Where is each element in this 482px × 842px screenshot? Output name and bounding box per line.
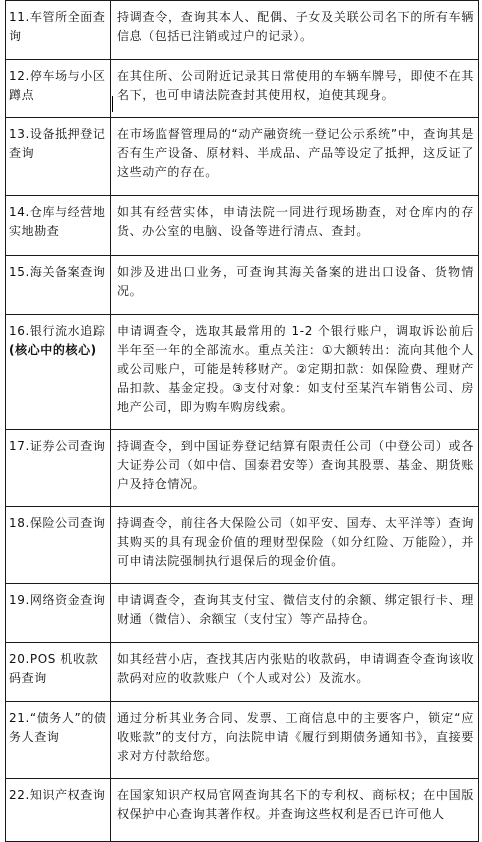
item-description: 申请调查令，查询其支付宝、微信支付的余额、绑定银行卡、理财通（微信）、余额宝（支付宝）等产品持仓。 <box>111 584 479 643</box>
item-description: 持调查令，查询其本人、配偶、子女及关联公司名下的所有车辆信息（包括已注销或过户的记录）。 <box>111 1 479 60</box>
item-description: 如涉及进出口业务，可查询其海关备案的进出口设备、货物情况。 <box>111 256 479 315</box>
item-title: 19.网络资金查询 <box>6 584 111 643</box>
item-title: 21.“债务人”的债务人查询 <box>6 702 111 779</box>
item-title-emphasis: (核心中的核心) <box>9 343 97 357</box>
item-description: 在其住所、公司附近记录其日常使用的车辆车牌号，即使不在其名下，也可申请法院查封其使用权，迫使其现身。 <box>111 60 479 118</box>
item-title: 18.保险公司查询 <box>6 507 111 584</box>
table-row <box>6 60 479 118</box>
item-description: 如其经营小店，查找其店内张贴的收款码，申请调查令查询该收款码对应的收款账户（个人或对公）及流水。 <box>111 643 479 702</box>
text-cursor <box>112 96 113 112</box>
item-title: 22.知识产权查询 <box>6 779 111 842</box>
item-description: 申请调查令，选取其最常用的 1-2 个银行账户，调取诉讼前后半年至一年的全部流水。重点关注：①大额转出：流向其他个人或公司账户，可能是转移财产。②定期扣款：如保险费、理财产品扣款、基金定投。③支付对象：如支付至某汽车销售公司、房地产公司，即为购车购房线索。 <box>111 315 479 430</box>
item-title: 12.停车场与小区蹲点 <box>6 60 111 118</box>
item-title <box>6 315 111 430</box>
table-row <box>6 643 479 702</box>
item-title: 11.车管所全面查询 <box>6 1 111 60</box>
table-row <box>6 430 479 507</box>
table-row <box>6 702 479 779</box>
item-title: 15.海关备案查询 <box>6 256 111 315</box>
item-description: 在市场监督管理局的“动产融资统一登记公示系统”中，查询其是否有生产设备、原材料、半成品、产品等设定了抵押，这反证了这些动产的存在。 <box>111 118 479 196</box>
table-row <box>6 118 479 196</box>
item-title: 20.POS 机收款码查询 <box>6 643 111 702</box>
item-title-text: 16.银行流水追踪 <box>9 324 106 338</box>
item-title: 14.仓库与经营地实地勘查 <box>6 196 111 256</box>
table-row <box>6 196 479 256</box>
item-title: 13.设备抵押登记查询 <box>6 118 111 196</box>
item-description: 持调查令，前往各大保险公司（如平安、国寿、太平洋等）查询其购买的具有现金价值的理财型保险（如分红险、万能险），并可申请法院强制执行退保后的现金价值。 <box>111 507 479 584</box>
table-row <box>6 315 479 430</box>
item-description: 通过分析其业务合同、发票、工商信息中的主要客户，锁定“应收账款”的支付方，向法院申请《履行到期债务通知书》，直接要求对方付款给您。 <box>111 702 479 779</box>
item-description: 持调查令，到中国证券登记结算有限责任公司（中登公司）或各大证券公司（如中信、国泰君安等）查询其股票、基金、期货账户及持仓情况。 <box>111 430 479 507</box>
table-row <box>6 256 479 315</box>
table-row <box>6 779 479 842</box>
item-description: 如其有经营实体，申请法院一同进行现场勘查，对仓库内的存货、办公室的电脑、设备等进行清点、查封。 <box>111 196 479 256</box>
asset-investigation-table <box>5 0 479 842</box>
item-description: 在国家知识产权局官网查询其名下的专利权、商标权；在中国版权保护中心查询其著作权。并查询这些权利是否已许可他人 <box>111 779 479 842</box>
table-row <box>6 507 479 584</box>
table-row <box>6 1 479 60</box>
table-row <box>6 584 479 643</box>
item-title: 17.证券公司查询 <box>6 430 111 507</box>
